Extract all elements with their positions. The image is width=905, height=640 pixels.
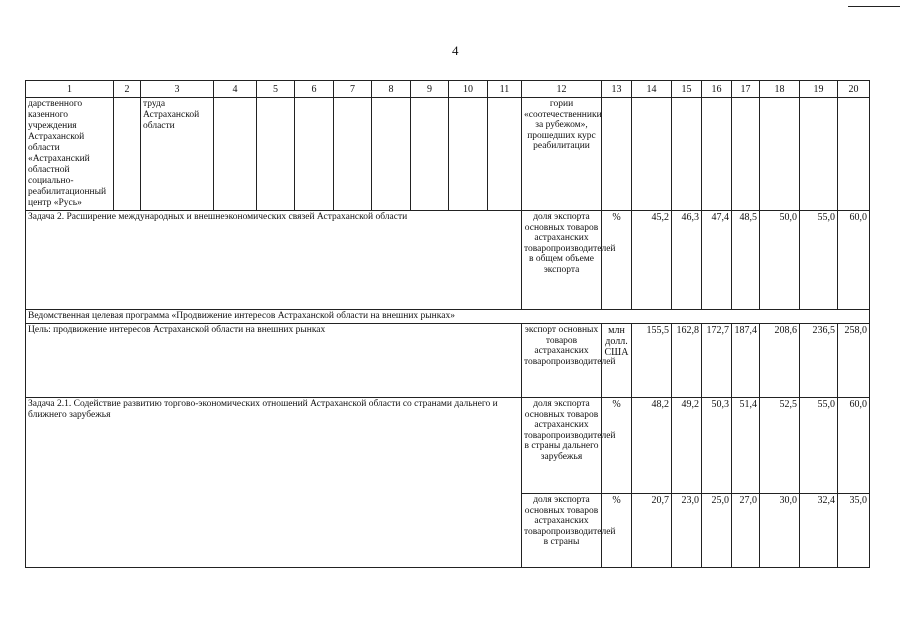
goal-row	[26, 324, 870, 398]
value-cell: 45,2	[632, 211, 672, 310]
value-cell: 46,3	[672, 211, 702, 310]
empty-cell	[449, 98, 488, 211]
col-header: 14	[632, 81, 672, 98]
value-cell: 25,0	[702, 494, 732, 568]
indicators-table	[25, 80, 870, 568]
col-header: 8	[372, 81, 411, 98]
value-cell: 55,0	[800, 211, 838, 310]
col-header: 4	[214, 81, 257, 98]
indicator-cell: гории «соотечественники за рубежом», прошедших курс реабилитации	[522, 98, 602, 211]
value-cell: 55,0	[800, 398, 838, 494]
empty-cell	[257, 98, 295, 211]
col-header: 5	[257, 81, 295, 98]
empty-cell	[488, 98, 522, 211]
indicator-cell: доля экспорта основных товаров астраханских товаропроизводителей в страны	[522, 494, 602, 568]
unit-cell: %	[602, 211, 632, 310]
value-cell: 23,0	[672, 494, 702, 568]
value-cell: 60,0	[838, 398, 870, 494]
empty-cell	[632, 98, 672, 211]
col-header: 12	[522, 81, 602, 98]
value-cell: 49,2	[672, 398, 702, 494]
empty-cell	[838, 98, 870, 211]
program-title: Ведомственная целевая программа «Продвижение интересов Астраханской области на внешних рынках»	[26, 310, 870, 324]
program-row	[26, 310, 870, 324]
value-cell: 236,5	[800, 324, 838, 398]
value-cell: 30,0	[760, 494, 800, 568]
value-cell: 48,2	[632, 398, 672, 494]
task21-row-1	[26, 398, 870, 494]
task21-title: Задача 2.1. Содействие развитию торгово-экономических отношений Астраханской области со странами дальнего и ближнего зарубежья	[26, 398, 522, 568]
value-cell: 187,4	[732, 324, 760, 398]
value-cell: 51,4	[732, 398, 760, 494]
col-header: 2	[114, 81, 141, 98]
corner-rule	[848, 6, 900, 7]
continuation-row	[26, 98, 870, 211]
value-cell: 32,4	[800, 494, 838, 568]
institution-name-cell: дарственного казенного учреждения Астраханской области «Астраханский областной социально-реабилитационный центр «Русь»	[26, 98, 114, 211]
unit-cell: млн долл. США	[602, 324, 632, 398]
col-header: 1	[26, 81, 114, 98]
col-header: 18	[760, 81, 800, 98]
col-header: 10	[449, 81, 488, 98]
value-cell: 27,0	[732, 494, 760, 568]
empty-cell	[214, 98, 257, 211]
value-cell: 20,7	[632, 494, 672, 568]
col-header: 15	[672, 81, 702, 98]
col-header: 13	[602, 81, 632, 98]
empty-cell	[672, 98, 702, 211]
task2-title: Задача 2. Расширение международных и внешнеэкономических связей Астраханской области	[26, 211, 522, 310]
value-cell: 50,0	[760, 211, 800, 310]
value-cell: 172,7	[702, 324, 732, 398]
value-cell: 155,5	[632, 324, 672, 398]
empty-cell	[372, 98, 411, 211]
indicator-cell: доля экспорта основных товаров астраханских товаропроизводителей в страны дальнего зарубежья	[522, 398, 602, 494]
value-cell: 47,4	[702, 211, 732, 310]
empty-cell	[334, 98, 372, 211]
value-cell: 60,0	[838, 211, 870, 310]
header-row	[26, 81, 870, 98]
goal-title: Цель: продвижение интересов Астраханской области на внешних рынках	[26, 324, 522, 398]
value-cell: 208,6	[760, 324, 800, 398]
col-header: 16	[702, 81, 732, 98]
task2-row	[26, 211, 870, 310]
col-header: 11	[488, 81, 522, 98]
indicator-cell: доля экспорта основных товаров астраханских товаропроизводителей в общем объеме экспорта	[522, 211, 602, 310]
value-cell: 258,0	[838, 324, 870, 398]
col-header: 17	[732, 81, 760, 98]
value-cell: 52,5	[760, 398, 800, 494]
empty-cell	[732, 98, 760, 211]
value-cell: 50,3	[702, 398, 732, 494]
col-header: 9	[411, 81, 449, 98]
value-cell: 162,8	[672, 324, 702, 398]
empty-cell	[602, 98, 632, 211]
page-number: 4	[452, 43, 459, 58]
col-header: 3	[141, 81, 214, 98]
empty-cell	[411, 98, 449, 211]
col-header: 19	[800, 81, 838, 98]
value-cell: 35,0	[838, 494, 870, 568]
empty-cell	[702, 98, 732, 211]
empty-cell	[800, 98, 838, 211]
col-header: 6	[295, 81, 334, 98]
responsible-cell: труда Астраханской области	[141, 98, 214, 211]
empty-cell	[295, 98, 334, 211]
unit-cell: %	[602, 494, 632, 568]
indicator-cell: экспорт основных товаров астраханских товаропроизводителей	[522, 324, 602, 398]
value-cell: 48,5	[732, 211, 760, 310]
unit-cell: %	[602, 398, 632, 494]
col-header: 7	[334, 81, 372, 98]
empty-cell	[760, 98, 800, 211]
col-header: 20	[838, 81, 870, 98]
empty-cell	[114, 98, 141, 211]
